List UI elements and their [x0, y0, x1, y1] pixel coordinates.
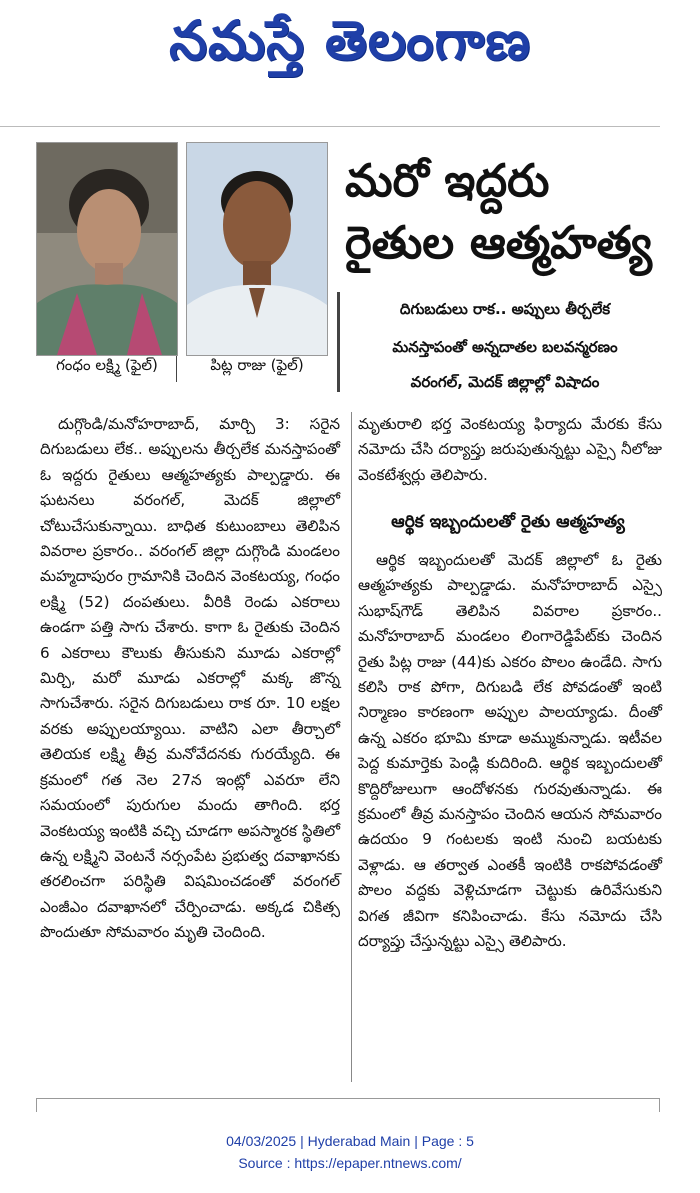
headline-line-1: మరో ఇద్దరు — [345, 154, 550, 207]
subhead-1: దిగుబడులు రాక.. అప్పులు తీర్చలేక — [399, 300, 611, 318]
headline-line-2: రైతుల ఆత్మహత్య — [345, 216, 653, 269]
photo-caption-left: గంధం లక్ష్మి (ఫైల్) — [56, 356, 158, 374]
headline — [345, 150, 665, 274]
photo-caption-right: పిట్ల రాజు (ఫైల్) — [210, 356, 304, 374]
footer-source: Source : https://epaper.ntnews.com/ — [238, 1155, 462, 1171]
masthead-divider — [0, 126, 660, 127]
subhead-accent-bar — [337, 292, 340, 392]
subhead-3: వరంగల్, మెదక్ జిల్లాల్లో విషాదం — [410, 373, 600, 391]
newspaper-logo: నమస్తే తెలంగాణ — [169, 9, 531, 72]
man-portrait-image — [187, 143, 327, 355]
article-body-right: ఆర్థిక ఇబ్బందులతో మెదక్ జిల్లాలో ఓ రైతు ఆత్మహత్యకు పాల్పడ్డాడు. మనోహరాబాద్ ఎస్సై సుభాష్‌గౌడ్ తెలిపిన వివరాల ప్రకారం.. మనోహరాబాద్ మండలం లింగారెడ్డిపేట్‌కు చెందిన రైతు పిట్ల రాజు (44)కు ఎకరం పొలం ఉండేది. సాగు కలిసి రాక పోగా, దిగుబడి లేక పోవడంతో ఇంటి నిర్మాణం కారణంగా అప్పుల పాలయ్యాడు. దీంతో ఉన్న ఎకరం భూమి కూడా అమ్ముకున్నాడు. ఇటీవల పెద్ద కుమార్తెకు పెండ్లి కుదిరింది. ఆర్థిక ఇబ్బందులతో కొద్దిరోజులుగా ఆందోళనకు గురవుతున్నాడు. ఈ క్రమంలో తీవ్ర మనస్తాపం చెందిన ఆయన సోమవారం ఉదయం 9 గంటలకు ఇంటి నుంచి బయటకు వెళ్లాడు. ఆ తర్వాత ఎంతకీ ఇంటికి రాకపోవడంతో పొలం వద్దకు వెళ్లిచూడగా చెట్టుకు ఉరివేసుకుని విగత జీవిగా కనిపించాడు. కేసు నమోదు చేసి దర్యాప్తు చేస్తున్నట్టు ఎస్సై తెలిపారు. — [358, 551, 662, 951]
footer-divider-left-tick — [36, 1098, 37, 1112]
caption-divider — [176, 356, 177, 382]
column-divider — [351, 412, 352, 1082]
article-body-right-top: మృతురాలి భర్త వెంకటయ్య ఫిర్యాదు మేరకు కేసు నమోదు చేసి దర్యాప్తు జరుపుతున్నట్టు ఎస్సై నీలోజు వెంకటేశ్వర్లు తెలిపారు. — [358, 415, 662, 484]
footer-edition-info: 04/03/2025 | Hyderabad Main | Page : 5 — [226, 1133, 474, 1149]
masthead — [0, 0, 700, 80]
subhead-2: మనస్తాపంతో అన్నదాతల బలవన్మరణం — [392, 338, 618, 356]
section-heading: ఆర్థిక ఇబ్బందులతో రైతు ఆత్మహత్య — [391, 512, 625, 532]
photo-gandham-lakshmi — [36, 142, 178, 356]
footer-divider-right-tick — [659, 1098, 660, 1112]
photo-pitla-raju — [186, 142, 328, 356]
article-column-left — [40, 412, 340, 946]
article-column-right-top — [358, 412, 662, 488]
woman-portrait-image — [37, 143, 177, 355]
footer-divider — [36, 1098, 660, 1099]
article-body-left: దుగ్గొండి/మనోహరాబాద్, మార్చి 3: సరైన దిగుబడులు లేక.. అప్పులను తీర్చలేక మనస్తాపంతో ఓ ఇద్దరు రైతులు ఆత్మహత్యకు పాల్పడ్డారు. ఈ ఘటనలు వరంగల్, మెదక్ జిల్లాలో చోటుచేసుకున్నాయి. బాధిత కుటుంబాలు తెలిపిన వివరాల ప్రకారం.. వరంగల్ జిల్లా దుగ్గొండి మండలం మహ్మదాపురం గ్రామానికి చెందిన వెంకటయ్య, గంధం లక్ష్మి (52) దంపతులు. వీరికి రెండు ఎకరాలు ఉండగా పత్తి సాగు చేశారు. కాగా ఓ రైతుకు చెందిన 6 ఎకరాలు కౌలుకు తీసుకుని మూడు ఎకరాల్లో మిర్చి, మరో మూడు ఎకరాల్లో మక్క జొన్న సాగుచేశారు. సరైన దిగుబడులు రాక రూ. 10 లక్షల వరకు అప్పులయ్యాయి. వాటిని ఎలా తీర్చాలో తెలియక లక్ష్మి తీవ్ర మనోవేదనకు గురయ్యేది. ఈ క్రమంలో గత నెల 27న ఇంట్లో ఎవరూ లేని సమయంలో పురుగుల మందు తాగింది. భర్త వెంకటయ్య ఇంటికి వచ్చి చూడగా అపస్మారక స్థితిలో ఉన్న లక్ష్మిని వెంటనే నర్సంపేట ప్రభుత్వ దవాఖానకు తరలించగా పరిస్థితి విషమించడంతో వరంగల్ ఎంజీఎం దవాఖానలో చేర్పించాడు. అక్కడ చికిత్స పొందుతూ సోమవారం మృతి చెందింది. — [40, 415, 340, 942]
article-column-right — [358, 548, 662, 955]
